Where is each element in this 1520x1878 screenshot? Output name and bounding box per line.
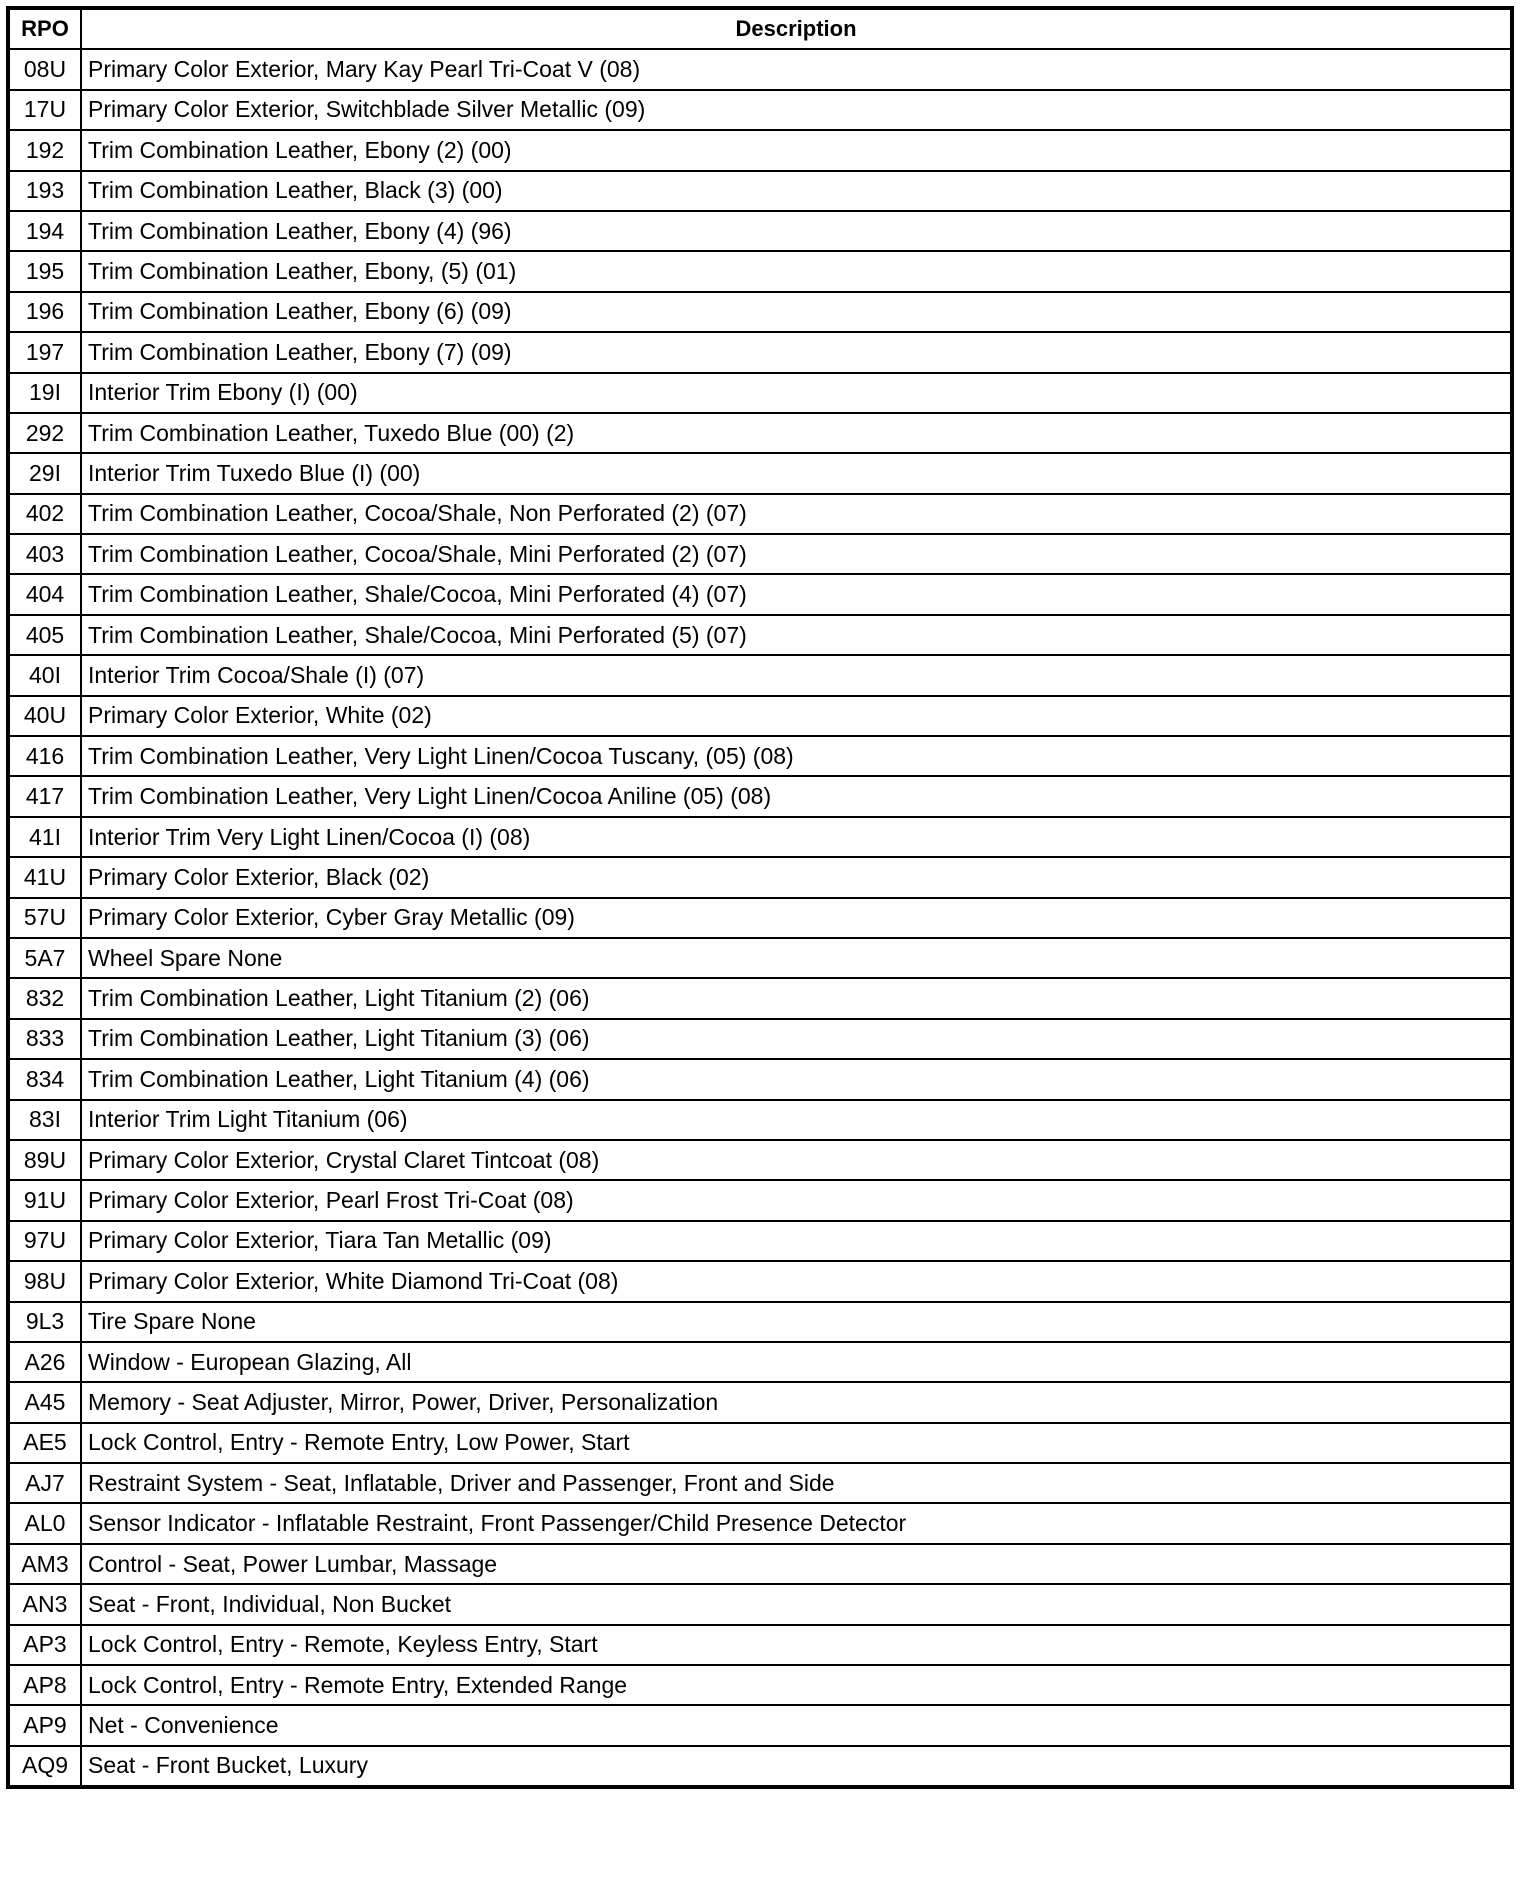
table-row <box>8 857 1512 897</box>
table-row <box>8 332 1512 372</box>
rpo-code: A45 <box>8 1382 81 1422</box>
rpo-description: Trim Combination Leather, Shale/Cocoa, Mini Perforated (5) (07) <box>81 615 1512 655</box>
rpo-code: A26 <box>8 1342 81 1382</box>
table-row <box>8 211 1512 251</box>
rpo-code: 17U <box>8 90 81 130</box>
table-row <box>8 574 1512 614</box>
table-row <box>8 696 1512 736</box>
table-row <box>8 171 1512 211</box>
rpo-code: 292 <box>8 413 81 453</box>
rpo-code: 9L3 <box>8 1302 81 1342</box>
table-row <box>8 1746 1512 1787</box>
rpo-code: AN3 <box>8 1584 81 1624</box>
rpo-description: Lock Control, Entry - Remote, Keyless Entry, Start <box>81 1625 1512 1665</box>
rpo-code: AP9 <box>8 1705 81 1745</box>
rpo-description: Trim Combination Leather, Light Titanium (2) (06) <box>81 978 1512 1018</box>
rpo-code: 41U <box>8 857 81 897</box>
rpo-code: 98U <box>8 1261 81 1301</box>
table-row <box>8 898 1512 938</box>
rpo-description: Seat - Front Bucket, Luxury <box>81 1746 1512 1787</box>
table-row <box>8 1503 1512 1543</box>
rpo-description: Wheel Spare None <box>81 938 1512 978</box>
rpo-description: Trim Combination Leather, Ebony (4) (96) <box>81 211 1512 251</box>
rpo-description: Interior Trim Light Titanium (06) <box>81 1100 1512 1140</box>
rpo-code: 19I <box>8 373 81 413</box>
rpo-code: 834 <box>8 1059 81 1099</box>
rpo-description: Trim Combination Leather, Ebony (6) (09) <box>81 292 1512 332</box>
rpo-description: Trim Combination Leather, Ebony (7) (09) <box>81 332 1512 372</box>
rpo-description: Interior Trim Ebony (I) (00) <box>81 373 1512 413</box>
rpo-code: 57U <box>8 898 81 938</box>
rpo-description: Primary Color Exterior, Mary Kay Pearl Tri-Coat V (08) <box>81 49 1512 89</box>
rpo-description: Trim Combination Leather, Shale/Cocoa, Mini Perforated (4) (07) <box>81 574 1512 614</box>
table-row <box>8 978 1512 1018</box>
rpo-description: Trim Combination Leather, Cocoa/Shale, Non Perforated (2) (07) <box>81 494 1512 534</box>
table-row <box>8 292 1512 332</box>
header-description: Description <box>81 8 1512 49</box>
rpo-description: Interior Trim Tuxedo Blue (I) (00) <box>81 453 1512 493</box>
rpo-description: Trim Combination Leather, Ebony, (5) (01) <box>81 251 1512 291</box>
rpo-description: Tire Spare None <box>81 1302 1512 1342</box>
table-row <box>8 1140 1512 1180</box>
table-row <box>8 413 1512 453</box>
rpo-code: 194 <box>8 211 81 251</box>
rpo-code: AP3 <box>8 1625 81 1665</box>
rpo-code: 402 <box>8 494 81 534</box>
rpo-description: Trim Combination Leather, Very Light Linen/Cocoa Aniline (05) (08) <box>81 776 1512 816</box>
rpo-code: 08U <box>8 49 81 89</box>
rpo-code: 197 <box>8 332 81 372</box>
table-row <box>8 130 1512 170</box>
rpo-code: AP8 <box>8 1665 81 1705</box>
rpo-code: 405 <box>8 615 81 655</box>
table-row <box>8 1625 1512 1665</box>
rpo-code: 97U <box>8 1221 81 1261</box>
table-row <box>8 1180 1512 1220</box>
table-row <box>8 655 1512 695</box>
header-rpo: RPO <box>8 8 81 49</box>
rpo-code: 5A7 <box>8 938 81 978</box>
table-row <box>8 615 1512 655</box>
rpo-code: AJ7 <box>8 1463 81 1503</box>
rpo-description: Seat - Front, Individual, Non Bucket <box>81 1584 1512 1624</box>
table-row <box>8 1544 1512 1584</box>
rpo-description: Lock Control, Entry - Remote Entry, Extended Range <box>81 1665 1512 1705</box>
rpo-description: Primary Color Exterior, White (02) <box>81 696 1512 736</box>
rpo-code: AL0 <box>8 1503 81 1543</box>
table-row <box>8 1705 1512 1745</box>
rpo-code: 195 <box>8 251 81 291</box>
rpo-code: 196 <box>8 292 81 332</box>
table-row <box>8 1665 1512 1705</box>
rpo-description: Net - Convenience <box>81 1705 1512 1745</box>
rpo-description: Primary Color Exterior, Tiara Tan Metallic (09) <box>81 1221 1512 1261</box>
rpo-description: Trim Combination Leather, Black (3) (00) <box>81 171 1512 211</box>
table-row <box>8 1302 1512 1342</box>
table-row <box>8 1423 1512 1463</box>
table-row <box>8 453 1512 493</box>
table-row <box>8 1019 1512 1059</box>
rpo-code: 417 <box>8 776 81 816</box>
rpo-code: 833 <box>8 1019 81 1059</box>
rpo-code: AE5 <box>8 1423 81 1463</box>
table-row <box>8 1382 1512 1422</box>
table-row <box>8 1584 1512 1624</box>
rpo-description: Trim Combination Leather, Tuxedo Blue (00) (2) <box>81 413 1512 453</box>
rpo-code: 192 <box>8 130 81 170</box>
table-row <box>8 817 1512 857</box>
rpo-description: Interior Trim Cocoa/Shale (I) (07) <box>81 655 1512 695</box>
rpo-description: Control - Seat, Power Lumbar, Massage <box>81 1544 1512 1584</box>
table-row <box>8 1100 1512 1140</box>
rpo-code: 193 <box>8 171 81 211</box>
rpo-code: 29I <box>8 453 81 493</box>
rpo-table <box>6 6 1514 1789</box>
table-row <box>8 736 1512 776</box>
rpo-code: 832 <box>8 978 81 1018</box>
rpo-description: Primary Color Exterior, Cyber Gray Metallic (09) <box>81 898 1512 938</box>
rpo-code: 40I <box>8 655 81 695</box>
rpo-description: Trim Combination Leather, Very Light Linen/Cocoa Tuscany, (05) (08) <box>81 736 1512 776</box>
table-row <box>8 1261 1512 1301</box>
table-row <box>8 1059 1512 1099</box>
table-row <box>8 373 1512 413</box>
rpo-description: Primary Color Exterior, Black (02) <box>81 857 1512 897</box>
rpo-description: Lock Control, Entry - Remote Entry, Low Power, Start <box>81 1423 1512 1463</box>
rpo-description: Trim Combination Leather, Ebony (2) (00) <box>81 130 1512 170</box>
table-row <box>8 534 1512 574</box>
rpo-description: Sensor Indicator - Inflatable Restraint, Front Passenger/Child Presence Detector <box>81 1503 1512 1543</box>
table-row <box>8 49 1512 89</box>
rpo-code: 91U <box>8 1180 81 1220</box>
table-row <box>8 1463 1512 1503</box>
header-row <box>8 8 1512 49</box>
table-row <box>8 938 1512 978</box>
rpo-description: Trim Combination Leather, Light Titanium (4) (06) <box>81 1059 1512 1099</box>
table-row <box>8 776 1512 816</box>
rpo-description: Primary Color Exterior, Pearl Frost Tri-Coat (08) <box>81 1180 1512 1220</box>
table-row <box>8 494 1512 534</box>
rpo-code: AM3 <box>8 1544 81 1584</box>
rpo-description: Primary Color Exterior, Crystal Claret Tintcoat (08) <box>81 1140 1512 1180</box>
rpo-code: 403 <box>8 534 81 574</box>
rpo-description: Trim Combination Leather, Light Titanium (3) (06) <box>81 1019 1512 1059</box>
rpo-code: 416 <box>8 736 81 776</box>
rpo-description: Memory - Seat Adjuster, Mirror, Power, Driver, Personalization <box>81 1382 1512 1422</box>
rpo-code: 41I <box>8 817 81 857</box>
table-row <box>8 1342 1512 1382</box>
table-row <box>8 1221 1512 1261</box>
rpo-code: AQ9 <box>8 1746 81 1787</box>
rpo-description: Trim Combination Leather, Cocoa/Shale, Mini Perforated (2) (07) <box>81 534 1512 574</box>
rpo-description: Interior Trim Very Light Linen/Cocoa (I) (08) <box>81 817 1512 857</box>
rpo-description: Primary Color Exterior, White Diamond Tri-Coat (08) <box>81 1261 1512 1301</box>
rpo-code: 404 <box>8 574 81 614</box>
table-row <box>8 251 1512 291</box>
table-row <box>8 90 1512 130</box>
rpo-code: 89U <box>8 1140 81 1180</box>
rpo-code: 83I <box>8 1100 81 1140</box>
rpo-description: Primary Color Exterior, Switchblade Silver Metallic (09) <box>81 90 1512 130</box>
rpo-description: Window - European Glazing, All <box>81 1342 1512 1382</box>
rpo-description: Restraint System - Seat, Inflatable, Driver and Passenger, Front and Side <box>81 1463 1512 1503</box>
rpo-code: 40U <box>8 696 81 736</box>
